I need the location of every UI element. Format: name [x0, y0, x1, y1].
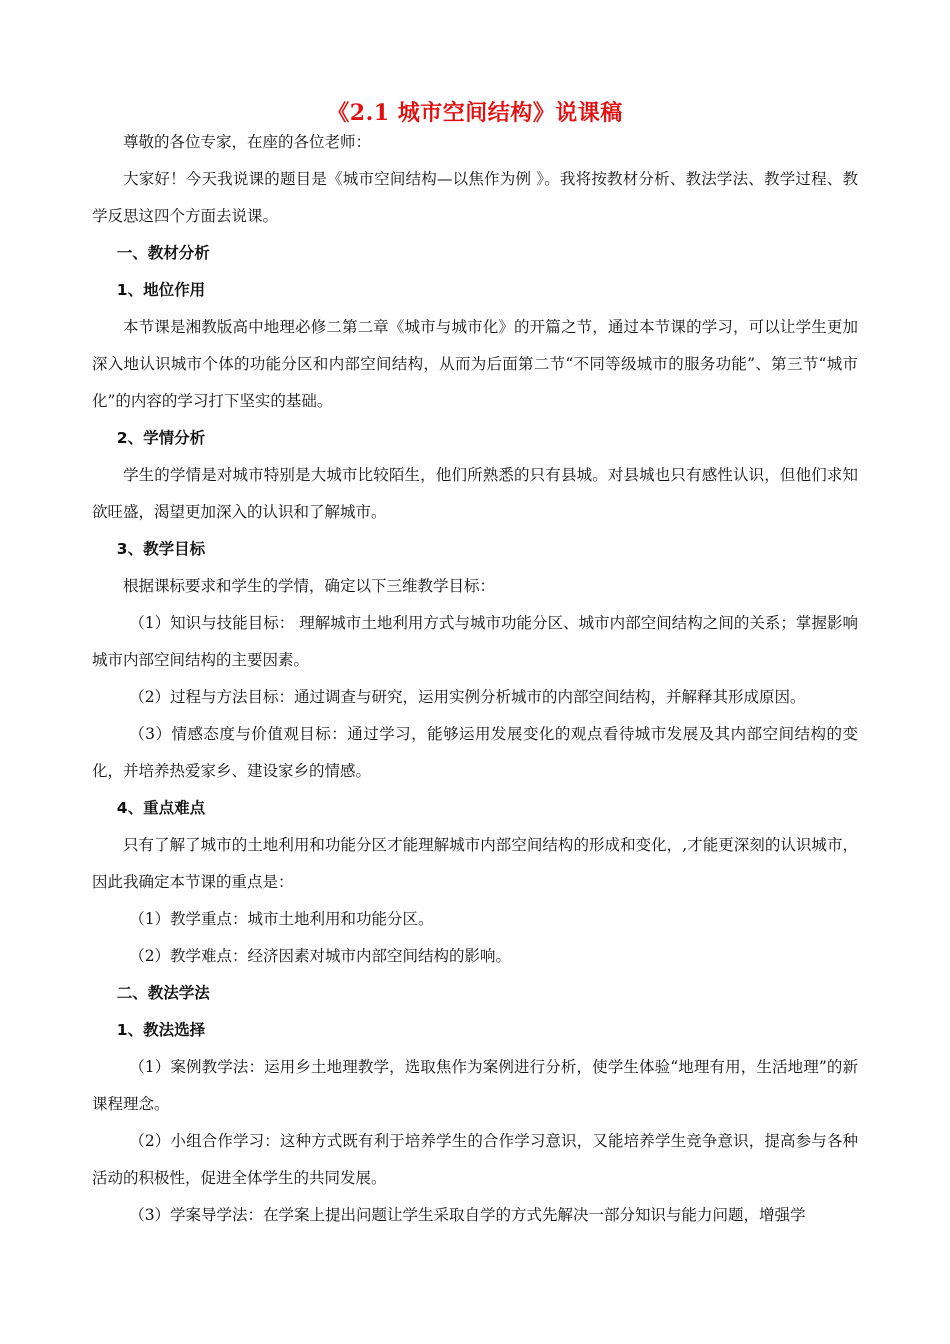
- document-title: 《2.1 城市空间结构》说课稿: [327, 100, 623, 126]
- key-point-item-1: （1）教学重点：城市土地利用和功能分区。: [129, 910, 434, 928]
- section-heading-1: 一、教材分析: [116, 244, 210, 262]
- paragraph-objectives-lead: 根据课标要求和学生的学情，确定以下三维教学目标：: [123, 577, 496, 595]
- method-item-1: （1）案例教学法：运用乡土地理教学，选取焦作为案例进行分析，使学生体验“地理有用，生活地理”的新课程理念。: [92, 1058, 858, 1113]
- subsection-heading-1-3: 3、教学目标: [116, 540, 206, 558]
- subsection-heading-1-4: 4、重点难点: [116, 799, 206, 817]
- subsection-heading-1-1: 1、地位作用: [116, 281, 206, 299]
- intro-paragraph: 大家好！今天我说课的题目是《城市空间结构—以焦作为例 》。我将按教材分析、教法学法、教学过程、教学反思这四个方面去说课。: [92, 170, 858, 225]
- method-item-2: （2）小组合作学习：这种方式既有利于培养学生的合作学习意识，又能培养学生竞争意识，提高参与各种活动的积极性，促进全体学生的共同发展。: [92, 1132, 858, 1187]
- method-item-3: （3）学案导学法：在学案上提出问题让学生采取自学的方式先解决一部分知识与能力问题，增强学: [129, 1206, 806, 1224]
- salutation: 尊敬的各位专家，在座的各位老师：: [123, 133, 372, 151]
- objective-item-3: （3）情感态度与价值观目标：通过学习，能够运用发展变化的观点看待城市发展及其内部空间结构的变化，并培养热爱家乡、建设家乡的情感。: [92, 725, 858, 780]
- document-body: [92, 124, 858, 1234]
- objective-item-2: （2）过程与方法目标：通过调查与研究，运用实例分析城市的内部空间结构，并解释其形成原因。: [129, 688, 806, 706]
- paragraph-student-analysis: 学生的学情是对城市特别是大城市比较陌生，他们所熟悉的只有县城。对县城也只有感性认识，但他们求知欲旺盛，渴望更加深入的认识和了解城市。: [92, 466, 858, 521]
- key-point-item-2: （2）教学难点：经济因素对城市内部空间结构的影响。: [129, 947, 512, 965]
- section-heading-2: 二、教法学法: [116, 984, 210, 1002]
- paragraph-key-difficulties: 只有了解了城市的土地利用和功能分区才能理解城市内部空间结构的形成和变化，,才能更深刻的认识城市，因此我确定本节课的重点是：: [92, 836, 858, 891]
- subsection-heading-1-2: 2、学情分析: [116, 429, 206, 447]
- objective-item-1: （1）知识与技能目标： 理解城市土地利用方式与城市功能分区、城市内部空间结构之间的关系；掌握影响城市内部空间结构的主要因素。: [92, 614, 858, 669]
- paragraph-position-role: 本节课是湘教版高中地理必修二第二章《城市与城市化》的开篇之节，通过本节课的学习，可以让学生更加深入地认识城市个体的功能分区和内部空间结构，从而为后面第二节“不同等级城市的服务功能”、第三节“城市化”的内容的学习打下坚实的基础。: [92, 318, 858, 410]
- subsection-heading-2-1: 1、教法选择: [116, 1021, 206, 1039]
